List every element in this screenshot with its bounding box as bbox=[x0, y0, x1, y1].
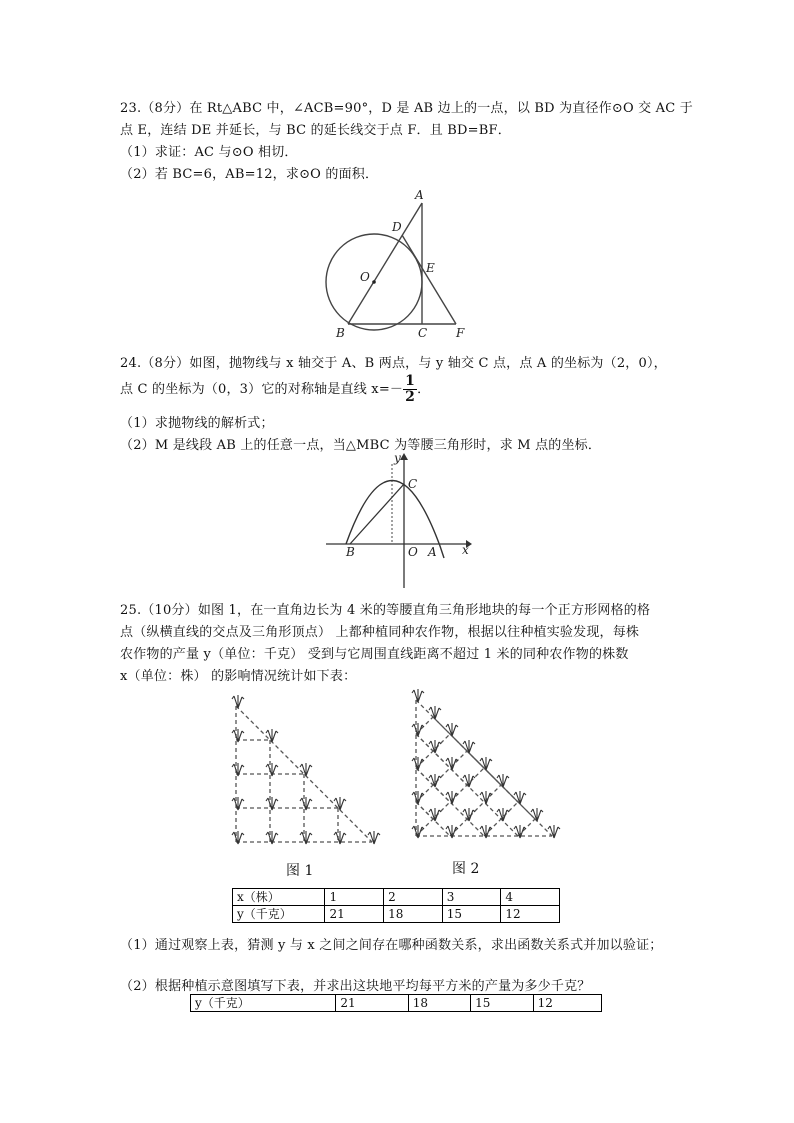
table-cell: 12 bbox=[501, 906, 560, 923]
label-o: O bbox=[408, 545, 418, 559]
label-x: x bbox=[462, 543, 469, 557]
label-c: C bbox=[408, 477, 418, 491]
label-f: F bbox=[456, 326, 465, 340]
plant-icon bbox=[412, 757, 424, 770]
plant-icon bbox=[446, 791, 458, 804]
table-cell: 21 bbox=[336, 995, 408, 1012]
label-c: C bbox=[418, 326, 428, 340]
q23-figure bbox=[318, 185, 478, 341]
table-row-x bbox=[233, 889, 560, 906]
table-cell: 4 bbox=[501, 889, 560, 906]
plant-icon bbox=[463, 740, 475, 753]
plant-icon bbox=[429, 808, 441, 821]
plant-icon bbox=[412, 825, 424, 838]
q23-line1: 23.（8分）在 Rt△ABC 中，∠ACB=90°，D 是 AB 边上的一点，以 BD 为直径作⊙O 交 AC 于 bbox=[120, 101, 693, 116]
label-y: y bbox=[394, 451, 401, 465]
plant-icon bbox=[412, 689, 424, 702]
plant-icon bbox=[232, 763, 244, 776]
q24-line2-text: 点 C 的坐标为（0，3）它的对称轴是直线 x=－ bbox=[120, 382, 404, 397]
q25-part1: （1）通过观察上表，猜测 y 与 x 之间之间存在哪种函数关系，求出函数关系式并加以验证； bbox=[120, 938, 663, 953]
figure-2-grid bbox=[404, 686, 568, 848]
label-e: E bbox=[426, 261, 435, 275]
segment-df bbox=[402, 235, 456, 324]
plant-icon bbox=[497, 774, 509, 787]
center-o-dot bbox=[372, 280, 376, 284]
q23-part2: （2）若 BC=6，AB=12，求⊙O 的面积． bbox=[120, 167, 379, 182]
q24-figure bbox=[320, 450, 474, 592]
figure-2-caption: 图 2 bbox=[452, 861, 480, 877]
plant-icon bbox=[463, 808, 475, 821]
q25-line2: 点（纵横直线的交点及三角形顶点） 上都种植同种农作物，根据以往种植实验发现，每株 bbox=[120, 625, 640, 640]
label-d: D bbox=[392, 220, 402, 234]
plant-icon bbox=[412, 791, 424, 804]
table-row-y bbox=[191, 995, 602, 1012]
q25-line3: 农作物的产量 y（单位：千克） 受到与它周围直线距离不超过 1 米的同种农作物的株数 bbox=[120, 647, 629, 662]
q24-line2 bbox=[120, 374, 430, 405]
table-cell: 15 bbox=[442, 906, 501, 923]
q24-part1: （1）求抛物线的解析式； bbox=[120, 416, 274, 431]
table-cell: 18 bbox=[408, 995, 470, 1012]
plant-icon bbox=[480, 757, 492, 770]
plant-icon bbox=[232, 831, 244, 844]
q23-line2: 点 E，连结 DE 并延长，与 BC 的延长线交于点 F．且 BD=BF． bbox=[120, 123, 511, 138]
table-cell: 12 bbox=[533, 995, 601, 1012]
side-ab bbox=[348, 203, 422, 324]
table-cell: 15 bbox=[471, 995, 533, 1012]
plant-icon bbox=[429, 706, 441, 719]
plant-icon bbox=[480, 791, 492, 804]
plant-icon bbox=[497, 808, 509, 821]
plant-icon bbox=[232, 695, 244, 708]
fraction-denominator: 2 bbox=[405, 389, 416, 405]
label-b: B bbox=[336, 326, 345, 340]
q24-line2-end: ． bbox=[417, 382, 431, 397]
plant-icon bbox=[232, 729, 244, 742]
plant-icon bbox=[429, 740, 441, 753]
plant-icon bbox=[463, 774, 475, 787]
plant-icon bbox=[531, 808, 543, 821]
q25-line4: x（单位：株） 的影响情况统计如下表： bbox=[120, 669, 357, 684]
plant-icon bbox=[232, 797, 244, 810]
table-cell: 18 bbox=[384, 906, 443, 923]
table-row-y bbox=[233, 906, 560, 923]
figure-1-grid bbox=[222, 690, 386, 850]
q23-part1: （1）求证：AC 与⊙O 相切． bbox=[120, 145, 298, 160]
table-cell: y（千克） bbox=[191, 995, 336, 1012]
plant-icon bbox=[514, 791, 526, 804]
table-cell: 3 bbox=[442, 889, 501, 906]
label-a: A bbox=[428, 545, 437, 559]
plant-icon bbox=[412, 723, 424, 736]
label-a: A bbox=[415, 188, 424, 202]
figure-1-caption: 图 1 bbox=[286, 863, 314, 879]
q25-part2: （2）根据种植示意图填写下表，并求出这块地平均每平方米的产量为多少千克？ bbox=[120, 979, 591, 994]
plant-icon bbox=[446, 723, 458, 736]
table-cell: 2 bbox=[384, 889, 443, 906]
q25-line1: 25.（10分）如图 1，在一直角边长为 4 米的等腰直角三角形地块的每一个正方形网格的格 bbox=[120, 603, 651, 618]
label-o: O bbox=[360, 270, 370, 284]
table-yield bbox=[190, 994, 602, 1012]
table-cell: 1 bbox=[325, 889, 384, 906]
table-cell: 21 bbox=[325, 906, 384, 923]
table-xy bbox=[232, 888, 560, 923]
table-cell: x（株） bbox=[233, 889, 325, 906]
q24-part2: （2）M 是线段 AB 上的任意一点，当△MBC 为等腰三角形时，求 M 点的坐标． bbox=[120, 438, 602, 453]
plant-icon bbox=[429, 774, 441, 787]
fraction-one-half bbox=[403, 374, 417, 405]
table-cell: y（千克） bbox=[233, 906, 325, 923]
q24-line1: 24.（8分）如图，抛物线与 x 轴交于 A、B 两点，与 y 轴交 C 点，点 A 的坐标为（2，0）， bbox=[120, 356, 667, 371]
label-b: B bbox=[346, 545, 355, 559]
plant-icon bbox=[446, 757, 458, 770]
fraction-numerator: 1 bbox=[405, 373, 416, 389]
y-axis-arrow bbox=[400, 453, 408, 460]
